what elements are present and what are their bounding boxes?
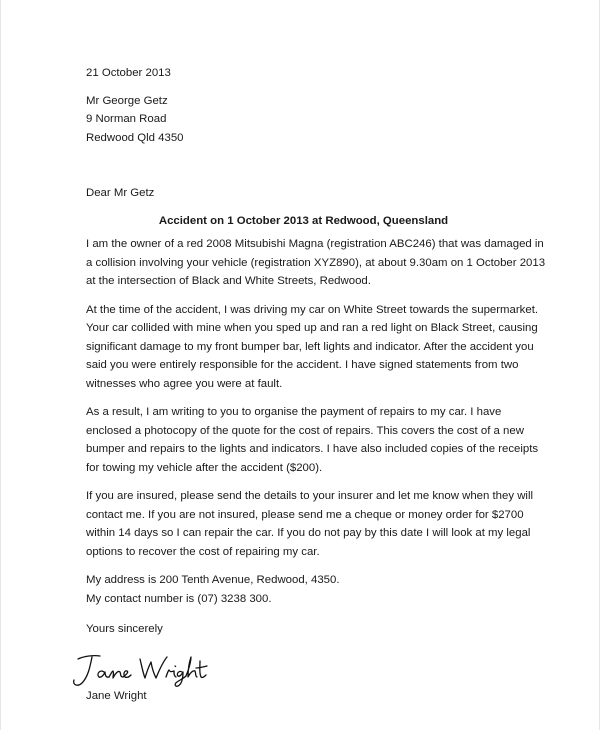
- paragraph-line: said you were entirely responsible for the accident. I have signed statements from two: [86, 359, 519, 371]
- contact-phone: My contact number is (07) 3238 300.: [86, 592, 272, 605]
- paragraph-line: significant damage to my front bumper bar, left lights and indicator. After the accident you: [86, 340, 534, 353]
- subject-heading: Accident on 1 October 2013 at Redwood, Queensland: [158, 214, 449, 227]
- paragraph-line: contact me. If you are not insured, please send me a cheque or money order for $2700: [86, 508, 524, 521]
- paragraph-4: [86, 487, 534, 561]
- signer-name: Jane Wright: [86, 689, 147, 702]
- paragraph-line: options to recover the cost of repairing my car.: [86, 545, 320, 558]
- paragraph-line: at the intersection of Black and White Streets, Redwood.: [86, 275, 371, 287]
- paragraph-line: enclosed a photocopy of the quote for the cost of repairs. This covers the cost of a new: [86, 424, 524, 437]
- paragraph-3: [86, 403, 539, 477]
- contact-address: My address is 200 Tenth Avenue, Redwood, 4350.: [86, 574, 340, 586]
- contact-details: [86, 571, 521, 608]
- recipient-street: 9 Norman Road: [86, 113, 167, 125]
- paragraph-line: a collision involving your vehicle (registration XYZ890), at about 9.30am on 1 October 2013: [86, 256, 546, 269]
- recipient-name: Mr George Getz: [86, 94, 168, 107]
- paragraph-line: Your car collided with mine when you sped up and ran a red light on Black Street, causing: [86, 322, 538, 334]
- paragraph-line: for towing my vehicle after the accident ($200).: [86, 461, 323, 474]
- paragraph-2: [86, 301, 539, 394]
- recipient-address: [86, 92, 521, 148]
- recipient-city: Redwood Qld 4350: [86, 131, 184, 144]
- closing: Yours sincerely: [86, 623, 163, 635]
- paragraph-line: If you are insured, please send the details to your insurer and let me know when they will: [86, 490, 534, 502]
- paragraph-line: At the time of the accident, I was driving my car on White Street towards the supermarket.: [86, 303, 539, 316]
- greeting: Dear Mr Getz: [86, 187, 155, 199]
- paragraph-line: I am the owner of a red 2008 Mitsubishi Magna (registration ABC246) that was damaged in: [86, 238, 544, 250]
- paragraph-line: bumper and repairs to the lights and indicators. I have also included copies of the receipts: [86, 443, 539, 455]
- handwritten-signature: [68, 647, 208, 689]
- paragraph-line: witnesses who agree you were at fault.: [86, 377, 283, 390]
- paragraph-line: within 14 days so I can repair the car. If you do not pay by this date I will look at my legal: [86, 527, 531, 539]
- paragraph-1: [86, 235, 546, 291]
- paragraph-line: As a result, I am writing to you to organise the payment of repairs to my car. I have: [86, 406, 502, 418]
- letter-date: 21 October 2013: [86, 67, 171, 79]
- letter-body: [86, 64, 546, 705]
